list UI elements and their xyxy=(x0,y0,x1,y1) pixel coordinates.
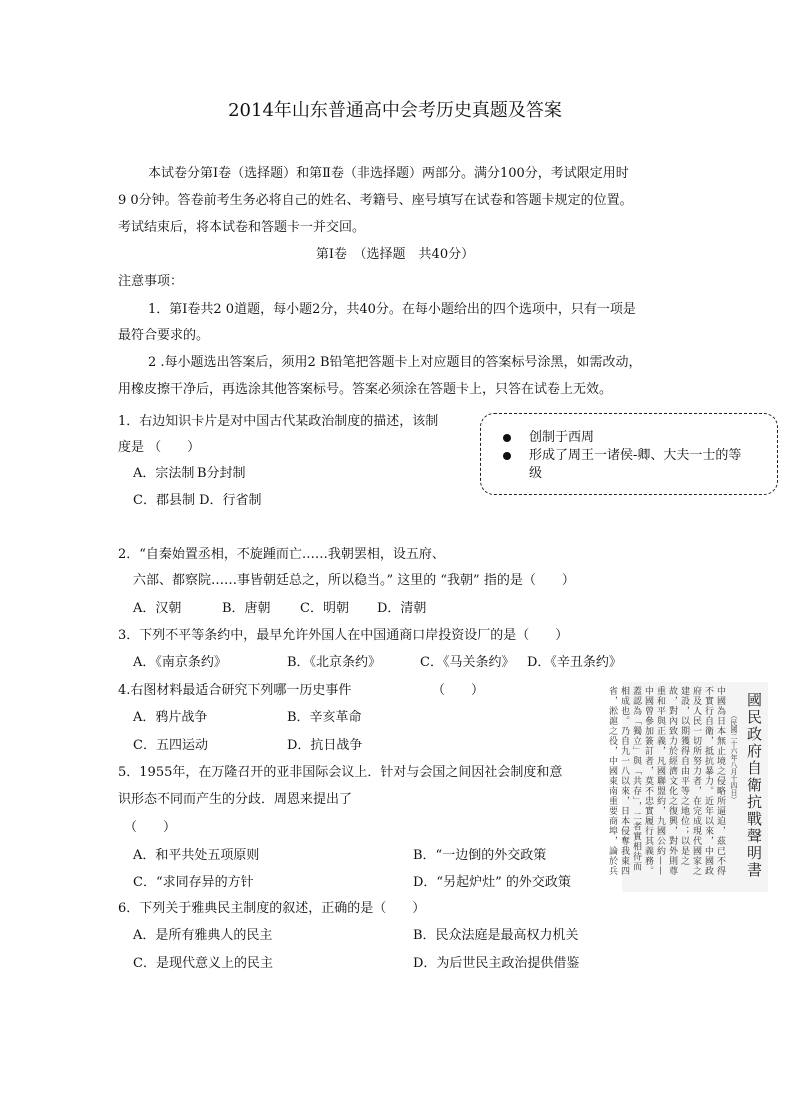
q2-option-a: A．汉朝 xyxy=(133,601,182,616)
q1-stem: 度是 （ ） xyxy=(118,440,201,455)
q1-stem: 1．右边知识卡片是对中国古代某政治制度的描述，该制 xyxy=(118,414,439,429)
section-heading: 第I卷 （选择题 共40分） xyxy=(315,247,475,262)
q6-option-a: A．是所有雅典人的民主 xyxy=(133,928,273,943)
intro-line: 考试结束后，将本试卷和答题卡一并交回。 xyxy=(118,220,366,235)
knowledge-card xyxy=(480,413,778,495)
q5-paren: （ ） xyxy=(124,820,177,835)
card-text: 创制于西周 xyxy=(529,430,595,445)
q5-stem: 5．1955年，在万隆召开的亚非国际会议上．针对与会国之间因社会制度和意 xyxy=(118,765,563,780)
q1-option-b: B分封制 xyxy=(197,466,246,481)
card-bullet xyxy=(503,430,594,446)
q2-stem: 2．“自秦始置丞相，不旋踵而亡……我朝罢相，设五府、 xyxy=(118,547,445,562)
q6-option-c: C．是现代意义上的民主 xyxy=(133,956,273,971)
q5-option-c: C．“求同存异的方针 xyxy=(133,875,254,890)
q2-option-c: C．明朝 xyxy=(300,601,349,616)
q4-option-b: B．辛亥革命 xyxy=(287,710,362,725)
q3-option-b: B．《北京条约》 xyxy=(287,655,382,670)
document-title: 2014年山东普通高中会考历史真题及答案 xyxy=(228,100,562,121)
q6-option-d: D．为后世民主政治提供借鉴 xyxy=(413,956,580,971)
q3-option-a: A．《南京条约》 xyxy=(133,655,227,670)
q1-option-a: A．宗法制 xyxy=(133,466,195,481)
card-text: 级 xyxy=(529,466,543,481)
bullet-icon xyxy=(503,434,511,442)
q4-stem: 4.右图材料最适合研究下列哪一历史事件 xyxy=(118,683,352,698)
image-date: （民國二十六年八月十四日） xyxy=(730,712,738,803)
q4-option-d: D．抗日战争 xyxy=(287,738,363,753)
q5-stem: 识形态不同而产生的分歧．周恩来提出了 xyxy=(118,792,353,807)
q3-option-d: D．《辛丑条约》 xyxy=(527,655,622,670)
q3-option-c: C．《马关条约》 xyxy=(420,655,515,670)
q5-option-d: D．“另起炉灶” 的外交政策 xyxy=(413,875,571,890)
intro-line: 本试卷分第I卷（选择题）和第Ⅱ卷（非选择题）两部分。满分100分，考试限定用时 xyxy=(148,166,629,181)
image-body: 中國為日本無止境之侵略所逼迫，茲已不得不實行自衛，抵抗暴力。近年以來，中國政府及人民一切所努力者，在完成現代國家之建設，以期獲得自由平等之地位；以是之故，對內致力於經濟文化之復興，對外則尊重和平與正義，凡國聯盟約，九國公約——中國曾參加簽訂者，莫不忠實履行其義務。蓋認為「獨立」與「共存」，二者實相待而相成也。乃自九一八以來，日本侵奪我東四省，淞滬之役，中國東南重要商埠，論於兵 xyxy=(607,686,725,876)
q4-option-c: C．五四运动 xyxy=(133,738,208,753)
card-text: 形成了周王一诸侯-卿、大夫一士的等 xyxy=(529,448,742,463)
q5-option-b: B．“一边倒的外交政策 xyxy=(413,848,547,863)
image-title: 國民政府自衛抗戰聲明書 xyxy=(745,692,763,879)
q2-stem: 六部、都察院……事皆朝廷总之，所以稳当。” 这里的 “我朝” 指的是（ ） xyxy=(133,573,575,588)
note-line: 最符合要求的。 xyxy=(118,328,210,343)
note-line: 2 .每小题选出答案后，须用2 B铅笔把答题卡上对应题目的答案标号涂黑，如需改动， xyxy=(148,355,642,370)
q6-option-b: B．民众法庭是最高权力机关 xyxy=(413,928,579,943)
scanned-declaration-image xyxy=(607,682,768,892)
q1-option-cd: C．郡县制 D．行省制 xyxy=(133,493,262,508)
bullet-icon xyxy=(503,452,511,460)
q2-option-d: D．清朝 xyxy=(377,601,427,616)
note-line: 用橡皮擦干净后，再选涂其他答案标号。答案必须涂在答题卡上，只答在试卷上无效。 xyxy=(118,382,613,397)
q5-option-a: A．和平共处五项原则 xyxy=(133,848,260,863)
note-line: 1．第I卷共2 0道题，每小题2分，共40分。在每小题给出的四个选项中，只有一项是 xyxy=(148,302,636,317)
q4-option-a: A．鸦片战争 xyxy=(133,710,208,725)
q6-stem: 6．下列关于雅典民主制度的叙述，正确的是（ ） xyxy=(118,901,426,916)
card-bullet xyxy=(503,448,741,464)
q3-stem: 3．下列不平等条约中，最早允许外国人在中国通商口岸投资设厂的是（ ） xyxy=(118,628,569,643)
q2-option-b: B．唐朝 xyxy=(222,601,271,616)
notes-heading: 注意事项： xyxy=(118,274,184,289)
q4-paren: （ ） xyxy=(432,683,485,698)
intro-line: 9 0分钟。答卷前考生务必将自己的姓名、考籍号、座号填写在试卷和答题卡规定的位置。 xyxy=(118,193,633,208)
